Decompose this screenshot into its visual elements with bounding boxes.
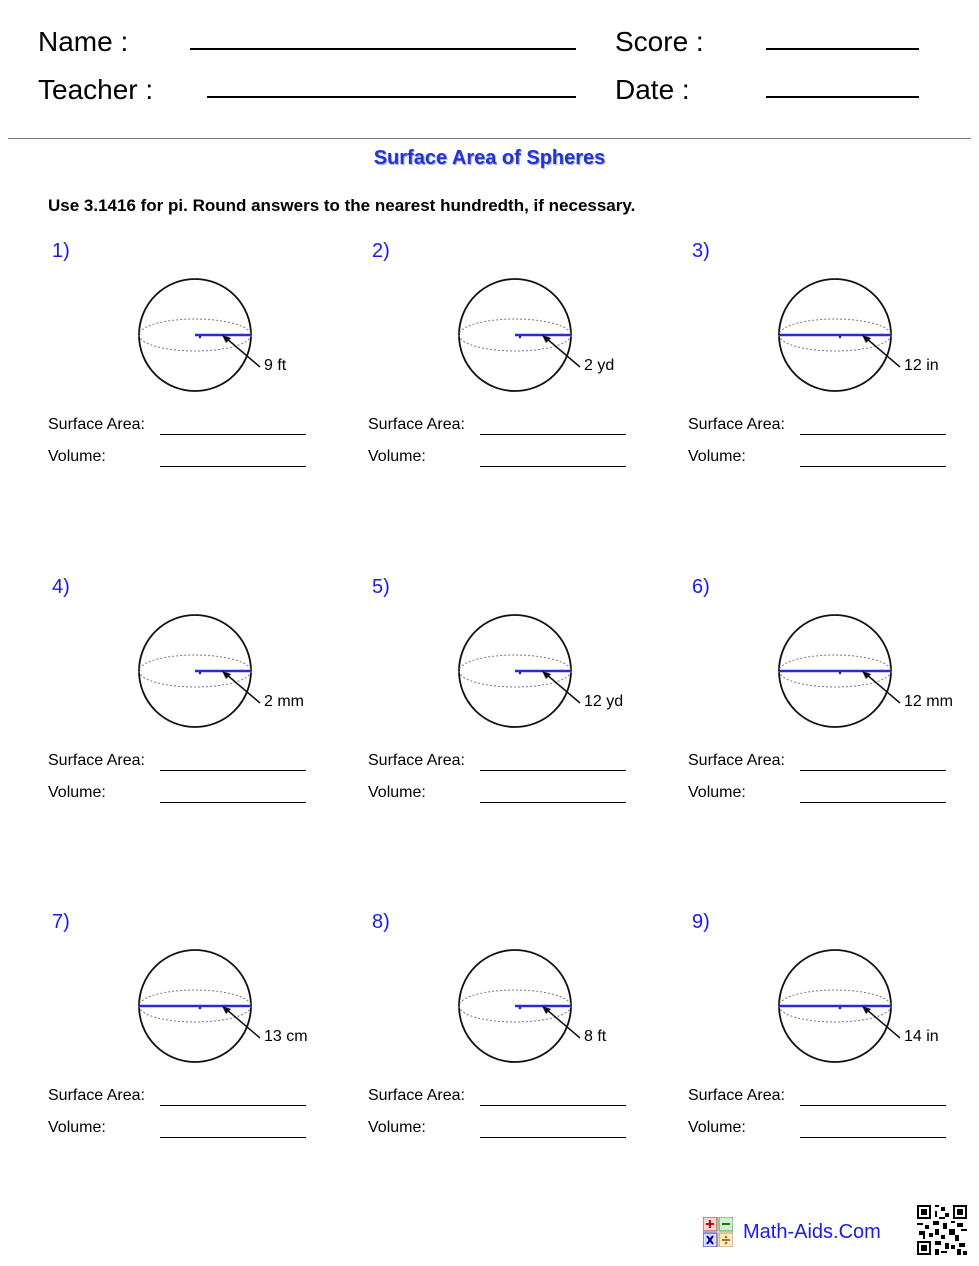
name-field-line[interactable]	[190, 48, 576, 50]
surface-area-label: Surface Area:	[688, 416, 785, 433]
problem-5	[368, 576, 668, 876]
problem-number: 2)	[372, 240, 390, 262]
diameter-measure-label: 12 mm	[904, 693, 953, 710]
surface-area-label: Surface Area:	[368, 416, 465, 433]
sphere-diagram	[773, 934, 923, 1074]
volume-label: Volume:	[48, 1119, 106, 1136]
surface-area-answer-line[interactable]	[480, 434, 626, 435]
center-point	[519, 336, 522, 339]
teacher-label: Teacher :	[38, 74, 154, 105]
problem-4	[48, 576, 348, 876]
score-field-line[interactable]	[766, 48, 919, 50]
math-operations-icon	[703, 1217, 733, 1247]
volume-label: Volume:	[368, 784, 426, 801]
center-point	[199, 672, 202, 675]
problem-number: 3)	[692, 240, 710, 262]
volume-answer-line[interactable]	[160, 1137, 306, 1138]
surface-area-answer-line[interactable]	[480, 1105, 626, 1106]
sphere-diagram	[773, 599, 923, 739]
problem-6	[688, 576, 979, 876]
volume-answer-line[interactable]	[160, 466, 306, 467]
score-label: Score :	[615, 26, 704, 57]
radius-measure-label: 2 mm	[264, 693, 304, 710]
surface-area-answer-line[interactable]	[160, 434, 306, 435]
problem-1	[48, 240, 348, 540]
volume-label: Volume:	[368, 448, 426, 465]
worksheet-title: Surface Area of Spheres	[373, 147, 606, 169]
problem-number: 7)	[52, 911, 70, 933]
radius-measure-label: 12 yd	[584, 693, 624, 710]
problem-3	[688, 240, 979, 540]
volume-label: Volume:	[48, 448, 106, 465]
surface-area-answer-line[interactable]	[160, 770, 306, 771]
surface-area-answer-line[interactable]	[480, 770, 626, 771]
volume-label: Volume:	[688, 784, 746, 801]
brand-link[interactable]: Math-Aids.Com	[743, 1221, 881, 1243]
qr-code-icon	[917, 1205, 967, 1255]
problem-number: 4)	[52, 576, 70, 598]
volume-answer-line[interactable]	[800, 466, 946, 467]
volume-answer-line[interactable]	[800, 1137, 946, 1138]
sphere-diagram	[133, 263, 283, 403]
surface-area-label: Surface Area:	[688, 1087, 785, 1104]
sphere-diagram	[773, 263, 923, 403]
surface-area-label: Surface Area:	[368, 1087, 465, 1104]
problem-number: 6)	[692, 576, 710, 598]
problem-number: 1)	[52, 240, 70, 262]
volume-answer-line[interactable]	[160, 802, 306, 803]
volume-answer-line[interactable]	[480, 466, 626, 467]
problem-number: 5)	[372, 576, 390, 598]
sphere-diagram	[453, 934, 603, 1074]
center-point	[199, 336, 202, 339]
radius-measure-label: 9 ft	[264, 357, 287, 374]
center-point	[519, 672, 522, 675]
problem-7	[48, 911, 348, 1211]
problem-2	[368, 240, 668, 540]
radius-measure-label: 2 yd	[584, 357, 615, 374]
sphere-diagram	[453, 263, 603, 403]
volume-answer-line[interactable]	[480, 802, 626, 803]
header-divider	[8, 138, 971, 139]
surface-area-label: Surface Area:	[48, 752, 145, 769]
surface-area-answer-line[interactable]	[800, 770, 946, 771]
diameter-measure-label: 13 cm	[264, 1028, 308, 1045]
sphere-diagram	[453, 599, 603, 739]
surface-area-label: Surface Area:	[688, 752, 785, 769]
center-point	[199, 1007, 202, 1010]
surface-area-answer-line[interactable]	[800, 434, 946, 435]
date-label: Date :	[615, 74, 690, 105]
volume-label: Volume:	[688, 448, 746, 465]
problem-number: 9)	[692, 911, 710, 933]
volume-answer-line[interactable]	[480, 1137, 626, 1138]
surface-area-label: Surface Area:	[48, 1087, 145, 1104]
surface-area-answer-line[interactable]	[800, 1105, 946, 1106]
volume-label: Volume:	[368, 1119, 426, 1136]
surface-area-label: Surface Area:	[368, 752, 465, 769]
instructions: Use 3.1416 for pi. Round answers to the nearest hundredth, if necessary.	[48, 196, 636, 215]
name-label: Name :	[38, 26, 129, 57]
date-field-line[interactable]	[766, 96, 919, 98]
sphere-diagram	[133, 599, 283, 739]
problem-8	[368, 911, 668, 1211]
problem-9	[688, 911, 979, 1211]
radius-measure-label: 8 ft	[584, 1028, 607, 1045]
center-point	[519, 1007, 522, 1010]
surface-area-answer-line[interactable]	[160, 1105, 306, 1106]
sphere-diagram	[133, 934, 283, 1074]
center-point	[839, 672, 842, 675]
center-point	[839, 336, 842, 339]
volume-label: Volume:	[688, 1119, 746, 1136]
teacher-field-line[interactable]	[207, 96, 576, 98]
surface-area-label: Surface Area:	[48, 416, 145, 433]
volume-label: Volume:	[48, 784, 106, 801]
diameter-measure-label: 12 in	[904, 357, 939, 374]
problem-number: 8)	[372, 911, 390, 933]
volume-answer-line[interactable]	[800, 802, 946, 803]
center-point	[839, 1007, 842, 1010]
diameter-measure-label: 14 in	[904, 1028, 939, 1045]
